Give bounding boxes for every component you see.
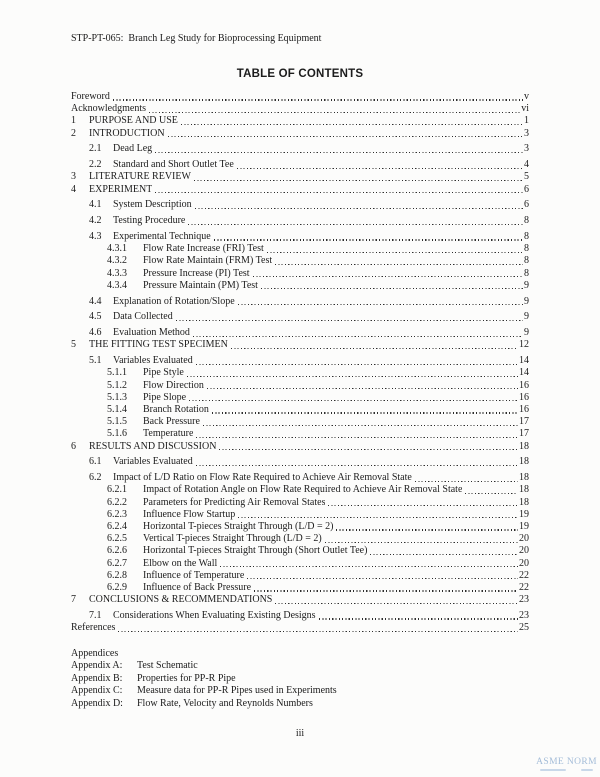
- toc-entry-page: 6: [524, 199, 529, 211]
- toc-entry: [71, 533, 529, 545]
- toc-entry-title: Dead Leg: [113, 143, 153, 155]
- toc-entry-title: Horizontal T-pieces Straight Through (L/D = 2): [143, 521, 334, 533]
- dot-leader: [196, 465, 518, 466]
- toc-entry: [71, 622, 529, 634]
- toc-entry-title: Pressure Increase (PI) Test: [143, 267, 250, 279]
- toc-entry-number: 2.1: [89, 143, 102, 155]
- toc-entry-number: 2.2: [89, 159, 102, 171]
- watermark-subline: [536, 769, 597, 771]
- toc-entry-page: 8: [524, 231, 529, 242]
- toc-entry-page: 16: [519, 379, 529, 391]
- toc-entry: [71, 441, 529, 453]
- toc-entry-title: Variables Evaluated: [113, 456, 193, 468]
- toc-entry-page: 25: [519, 622, 529, 634]
- document-header: STP-PT-065: Branch Leg Study for Bioprocessing Equipment: [71, 33, 322, 44]
- toc-entry: [71, 380, 529, 392]
- toc-entry-title: INTRODUCTION: [89, 127, 165, 139]
- dot-leader: [237, 168, 523, 169]
- appendix-item: [71, 660, 540, 672]
- toc-entry: [71, 159, 529, 171]
- appendix-item: [71, 698, 540, 710]
- appendix-title: Properties for PP-R Pipe: [137, 672, 236, 684]
- toc-entry: [71, 558, 529, 570]
- dot-leader: [415, 481, 518, 482]
- toc-entry-title: Impact of Rotation Angle on Flow Rate Required to Achieve Air Removal State: [143, 484, 463, 496]
- toc-entry-page: 5: [524, 171, 529, 183]
- toc-entry: [71, 355, 529, 367]
- toc-entry-page: 22: [519, 569, 529, 581]
- toc-entry-page: 17: [519, 416, 529, 428]
- page-number-footer: iii: [295, 728, 305, 739]
- page-title: TABLE OF CONTENTS: [236, 68, 364, 80]
- toc-entry-number: 4.3.2: [107, 255, 127, 267]
- toc-entry-page: 9: [524, 327, 529, 339]
- toc-entry: [71, 594, 529, 606]
- toc-entry-page: 8: [524, 255, 529, 267]
- toc-entry: [71, 404, 529, 416]
- toc-entry-page: 8: [524, 215, 529, 227]
- toc-entry-page: 12: [519, 339, 529, 351]
- dot-leader: [207, 388, 518, 389]
- toc-entry-title: Acknowledgments: [71, 103, 146, 115]
- dot-leader: [220, 566, 518, 567]
- dot-leader: [194, 180, 523, 181]
- dot-leader: [189, 400, 518, 401]
- toc-entry: [71, 115, 529, 127]
- toc-entry-number: 5.1.2: [107, 379, 127, 391]
- toc-entry-number: 6.2.8: [107, 569, 127, 581]
- toc-entry-title: THE FITTING TEST SPECIMEN: [89, 339, 228, 351]
- dot-leader: [196, 364, 518, 365]
- toc-entry-number: 1: [71, 115, 76, 127]
- dot-leader: [465, 493, 518, 494]
- toc-entry: [71, 231, 529, 243]
- toc-entry: [71, 582, 529, 594]
- toc-entry: [71, 255, 529, 267]
- toc-entry: [71, 215, 529, 227]
- toc-entry-page: 22: [519, 582, 529, 594]
- appendix-title: Test Schematic: [137, 660, 198, 672]
- toc-entry-number: 6.2.7: [107, 557, 127, 569]
- toc-entry-number: 4: [71, 183, 76, 195]
- appendix-label: Appendix D:: [71, 697, 123, 709]
- toc-entry-title: RESULTS AND DISCUSSION: [89, 440, 217, 452]
- toc-entry-title: PURPOSE AND USE: [89, 115, 178, 127]
- toc-entry: [71, 91, 529, 103]
- dot-leader: [253, 276, 523, 277]
- toc-entry-number: 4.2: [89, 215, 102, 227]
- dot-leader: [118, 631, 518, 632]
- dot-leader: [155, 152, 523, 153]
- toc-entry-page: vi: [521, 103, 529, 115]
- toc-entry-number: 4.3.3: [107, 267, 127, 279]
- toc-entry: [71, 456, 529, 468]
- toc-entry-number: 6: [71, 440, 76, 452]
- dot-leader: [336, 529, 518, 530]
- toc-entry-page: 3: [524, 127, 529, 139]
- toc-entry-page: 14: [519, 367, 529, 379]
- toc-entry-number: 6.2.9: [107, 582, 127, 594]
- toc-entry: [71, 327, 529, 339]
- toc-entry-title: Temperature: [143, 428, 194, 440]
- dot-leader: [267, 252, 523, 253]
- toc-entry-title: Considerations When Evaluating Existing Designs: [113, 610, 316, 622]
- dot-leader: [254, 590, 518, 591]
- dot-leader: [275, 603, 518, 604]
- toc-entry-number: 4.5: [89, 311, 102, 323]
- dot-leader: [238, 304, 523, 305]
- toc-entry-number: 6.2.1: [107, 484, 127, 496]
- toc-entry-page: 1: [524, 115, 529, 127]
- toc-entry-page: 8: [524, 267, 529, 279]
- dot-leader: [238, 517, 518, 518]
- toc-entry: [71, 545, 529, 557]
- toc-entry-title: Standard and Short Outlet Tee: [113, 159, 234, 171]
- dot-leader: [261, 288, 523, 289]
- toc-entry-page: 23: [519, 610, 529, 622]
- toc-entry-title: Horizontal T-pieces Straight Through (Short Outlet Tee): [143, 545, 368, 557]
- toc-entry: [71, 521, 529, 533]
- asme-watermark: [536, 758, 597, 771]
- dot-leader: [155, 192, 523, 193]
- toc-entry-number: 3: [71, 171, 76, 183]
- toc-entry-page: 23: [519, 594, 529, 606]
- dot-leader: [193, 336, 523, 337]
- toc-entry-page: 3: [524, 143, 529, 155]
- toc-list: [71, 91, 529, 634]
- toc-entry-title: Testing Procedure: [113, 215, 186, 227]
- toc-entry-number: 4.3: [89, 231, 102, 242]
- dot-leader: [176, 320, 523, 321]
- toc-entry: [71, 339, 529, 351]
- dot-leader: [195, 208, 523, 209]
- toc-entry-page: 16: [519, 404, 529, 416]
- toc-entry-title: Impact of L/D Ratio on Flow Rate Required to Achieve Air Removal State: [113, 472, 412, 484]
- appendices-items: [71, 660, 540, 710]
- toc-entry: [71, 416, 529, 428]
- toc-entry: [71, 428, 529, 440]
- toc-entry-title: EXPERIMENT: [89, 183, 153, 195]
- toc-entry-title: Flow Rate Increase (FRI) Test: [143, 243, 264, 255]
- toc-entry-title: Pipe Slope: [143, 391, 187, 403]
- toc-entry-title: System Description: [113, 199, 192, 211]
- toc-entry: [71, 311, 529, 323]
- dot-leader: [168, 136, 523, 137]
- appendices-heading: Appendices: [71, 648, 119, 659]
- toc-entry: [71, 484, 529, 496]
- toc-entry-title: Elbow on the Wall: [143, 557, 218, 569]
- toc-entry-number: 4.1: [89, 199, 102, 211]
- appendix-item: [71, 673, 540, 685]
- appendix-label: Appendix A:: [71, 660, 123, 672]
- toc-entry-number: 4.6: [89, 327, 102, 339]
- appendix-title: Flow Rate, Velocity and Reynolds Numbers: [137, 697, 313, 709]
- dot-leader: [219, 449, 518, 450]
- toc-entry-number: 6.2.6: [107, 545, 127, 557]
- toc-entry-page: 16: [519, 391, 529, 403]
- dot-leader: [370, 554, 518, 555]
- toc-entry-page: 20: [519, 545, 529, 557]
- toc-entry-page: 6: [524, 183, 529, 195]
- toc-entry-title: Explanation of Rotation/Slope: [113, 295, 235, 307]
- toc-entry-title: Branch Rotation: [143, 404, 209, 416]
- toc-entry-title: Influence Flow Startup: [143, 508, 236, 520]
- toc-entry: [71, 472, 529, 484]
- dot-leader: [113, 99, 523, 100]
- toc-entry: [71, 367, 529, 379]
- toc-entry-page: 9: [524, 279, 529, 291]
- toc-entry-page: 4: [524, 159, 529, 171]
- dot-leader: [212, 412, 518, 413]
- toc-entry-number: 7: [71, 594, 76, 606]
- appendix-item: [71, 685, 540, 697]
- toc-entry-number: 6.2.5: [107, 533, 127, 545]
- dot-leader: [319, 618, 518, 619]
- toc-entry-title: Pipe Style: [143, 367, 184, 379]
- toc-entry: [71, 570, 529, 582]
- toc-entry-title: Back Pressure: [143, 416, 200, 428]
- toc-entry-number: 6.2.3: [107, 508, 127, 520]
- toc-entry: [71, 103, 529, 115]
- toc-entry-title: Influence of Back Pressure: [143, 582, 252, 594]
- toc-entry: [71, 171, 529, 183]
- toc-entry-page: 18: [519, 472, 529, 484]
- toc-entry-page: 17: [519, 428, 529, 440]
- toc-entry-number: 5: [71, 339, 76, 351]
- toc-entry-title: Evaluation Method: [113, 327, 190, 339]
- toc-entry-title: References: [71, 622, 116, 634]
- toc-entry-page: 14: [519, 355, 529, 367]
- toc-entry-title: Influence of Temperature: [143, 569, 245, 581]
- dot-leader: [149, 112, 520, 113]
- toc-entry-page: 20: [519, 533, 529, 545]
- toc-entry: [71, 184, 529, 196]
- dot-leader: [181, 124, 523, 125]
- toc-entry: [71, 280, 529, 292]
- toc-entry: [71, 199, 529, 211]
- toc-entry: [71, 610, 529, 622]
- dot-leader: [328, 505, 518, 506]
- toc-entry-number: 5.1.3: [107, 391, 127, 403]
- toc-entry-page: 18: [519, 484, 529, 496]
- dot-leader: [187, 376, 518, 377]
- appendices-section: [71, 648, 540, 710]
- dot-leader: [275, 264, 523, 265]
- dot-leader: [325, 542, 518, 543]
- toc-entry-number: 4.4: [89, 295, 102, 307]
- toc-entry-title: Pressure Maintain (PM) Test: [143, 279, 258, 291]
- dot-leader: [231, 348, 518, 349]
- toc-entry-number: 6.2: [89, 472, 102, 484]
- appendix-label: Appendix C:: [71, 685, 123, 697]
- toc-entry-page: 19: [519, 508, 529, 520]
- watermark-text: ASME NORM: [536, 757, 597, 767]
- toc-entry-title: Experimental Technique: [113, 231, 211, 242]
- toc-entry: [71, 509, 529, 521]
- dot-leader: [247, 578, 518, 579]
- toc-entry-title: Variables Evaluated: [113, 355, 193, 367]
- toc-entry-page: 9: [524, 311, 529, 323]
- toc-entry-title: Parameters for Predicting Air Removal States: [143, 496, 326, 508]
- toc-entry-number: 5.1.1: [107, 367, 127, 379]
- toc-entry-number: 5.1.6: [107, 428, 127, 440]
- toc-entry: [71, 296, 529, 308]
- toc-entry-number: 4.3.1: [107, 243, 127, 255]
- toc-entry-number: 7.1: [89, 610, 102, 622]
- toc-entry-number: 5.1: [89, 355, 102, 367]
- toc-entry-page: 9: [524, 295, 529, 307]
- dot-leader: [196, 437, 518, 438]
- toc-entry: [71, 243, 529, 255]
- toc-entry: [71, 497, 529, 509]
- toc-entry-number: 5.1.5: [107, 416, 127, 428]
- toc-entry-title: Flow Rate Maintain (FRM) Test: [143, 255, 273, 267]
- appendix-label: Appendix B:: [71, 672, 123, 684]
- toc-entry-page: 18: [519, 456, 529, 468]
- toc-entry-title: Foreword: [71, 91, 110, 102]
- toc-entry-title: Flow Direction: [143, 379, 204, 391]
- dot-leader: [203, 425, 518, 426]
- toc-entry: [71, 143, 529, 155]
- dot-leader: [188, 224, 523, 225]
- dot-leader: [214, 239, 523, 240]
- toc-entry-page: 18: [519, 440, 529, 452]
- toc-entry: [71, 128, 529, 140]
- toc-entry-page: 20: [519, 557, 529, 569]
- toc-entry-title: LITERATURE REVIEW: [89, 171, 191, 183]
- toc-entry-title: Vertical T-pieces Straight Through (L/D = 2): [143, 533, 322, 545]
- toc-entry-number: 2: [71, 127, 76, 139]
- toc-entry-page: 19: [519, 521, 529, 533]
- toc-entry-title: CONCLUSIONS & RECOMMENDATIONS: [89, 594, 273, 606]
- toc-entry-page: 18: [519, 496, 529, 508]
- toc-entry-number: 6.2.4: [107, 521, 127, 533]
- toc-entry-page: 8: [524, 243, 529, 255]
- toc-entry-number: 5.1.4: [107, 404, 127, 416]
- toc-entry-page: v: [524, 91, 529, 102]
- toc-entry-number: 6.1: [89, 456, 102, 468]
- toc-entry: [71, 392, 529, 404]
- toc-entry-number: 4.3.4: [107, 279, 127, 291]
- appendix-title: Measure data for PP-R Pipes used in Experiments: [137, 685, 337, 697]
- toc-entry-title: Data Collected: [113, 311, 173, 323]
- toc-entry-number: 6.2.2: [107, 496, 127, 508]
- toc-entry: [71, 268, 529, 280]
